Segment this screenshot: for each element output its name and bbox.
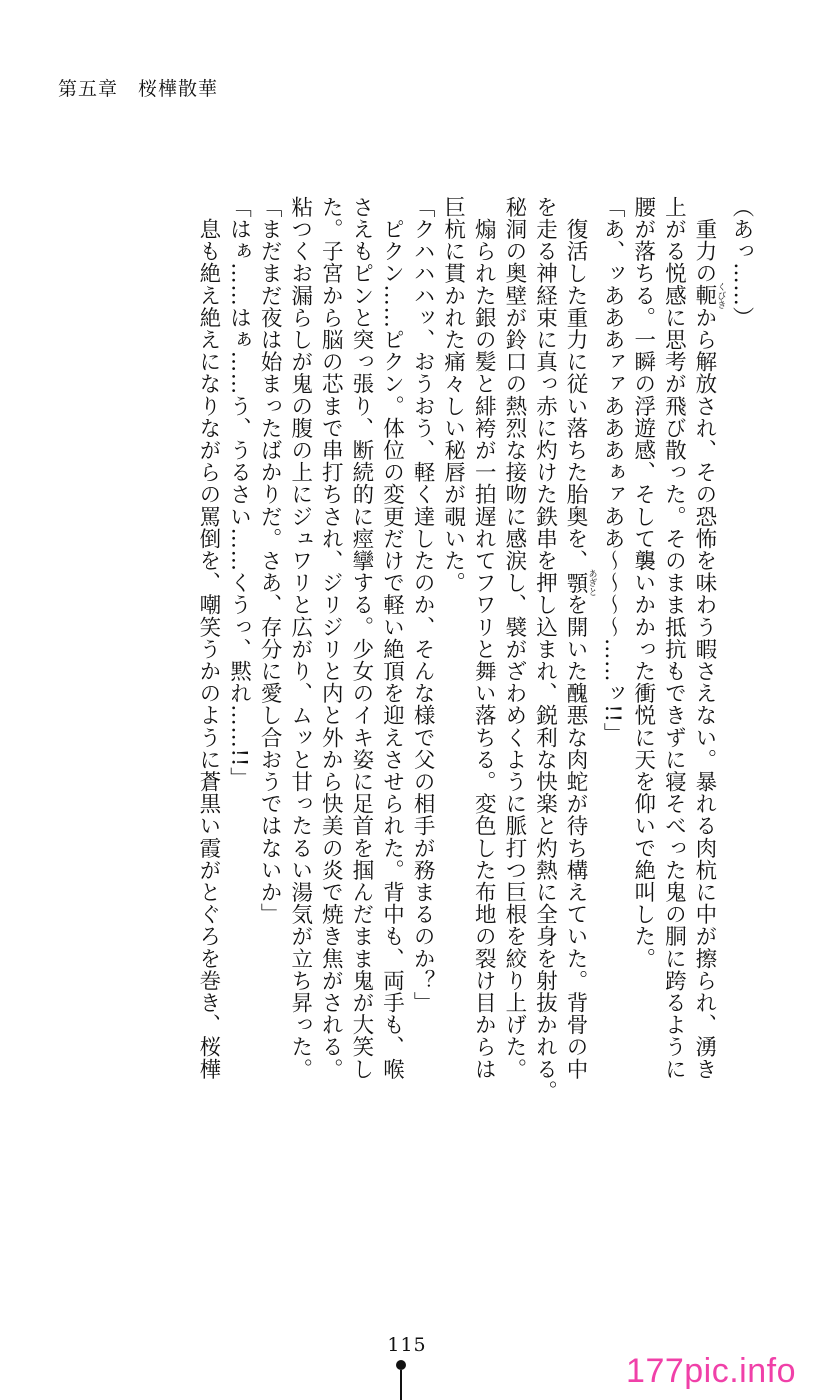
body-text (56, 196, 756, 1136)
text-line: ピクン……ピクン。体位の変更だけで軽い絶頂を迎えさせられた。背中も、両手も、喉 (379, 196, 405, 1080)
text-line: 上がる悦感に思考が飛び散った。そのまま抵抗もできずに寝そべった鬼の胴に跨るように (661, 196, 687, 1080)
text-segment: 重力の (691, 196, 717, 285)
text-line: 「まだまだ夜は始まったばかりだ。さあ、存分に愛し合おうではないか」 (257, 196, 283, 926)
text-line: さえもピンと突っ張り、断続的に痙攣する。少女のイキ姿に足首を掴んだまま鬼が大笑し (348, 196, 374, 1080)
text-line: 「あ、ッあああァァあああぁァああ～～～～……ッ!!」 (600, 196, 626, 745)
ruby-kubiki-reading: くびき (715, 281, 726, 309)
text-line: た。子宮から脳の芯まで串打ちされ、ジリジリと内と外から快美の炎で焼き焦がされる。 (318, 196, 344, 1080)
text-line: 息も絶え絶えになりながらの罵倒を、嘲笑うかのように蒼黒い霞がとぐろを巻き、桜樺 (195, 196, 221, 1080)
text-line: 秘洞の奥壁が鈴口の熱烈な接吻に感涙し、襞がざわめくように脈打つ巨根を絞り上げた。 (501, 196, 527, 1080)
text-line: 巨杭に貫かれた痛々しい秘唇が覗いた。 (440, 196, 466, 594)
text-line: 「クハハハッ、おうおう、軽く達したのか、そんな様で父の相手が務まるのか？」 (410, 196, 436, 1014)
text-line: 煽られた銀の髪と緋袴が一拍遅れてフワリと舞い落ちる。変色した布地の裂け目からは (471, 196, 497, 1080)
text-segment: 復活した重力に従い落ちた胎奥を、 (563, 196, 589, 572)
text-line: 粘つくお漏らしが鬼の腹の上にジュワリと広がり、ムッと甘ったるい湯気が立ち昇った。 (287, 196, 313, 1080)
text-line: 腰が落ちる。一瞬の浮遊感、そして襲いかかった衝悦に天を仰いで絶叫した。 (630, 196, 656, 970)
text-line: 「はぁ……はぁ……う、うるさい……くうっ、黙れ……!!」 (226, 196, 252, 790)
page-number: 115 (387, 1334, 427, 1356)
text-line: （あっ……） (729, 196, 754, 329)
ruby-kubiki: 軛くびき (691, 281, 726, 309)
folio-dot (396, 1360, 406, 1370)
text-segment: を開いた醜悪な肉蛇が待ち構えていた。背骨の中 (563, 593, 589, 1081)
text-line: を走る神経束に真っ赤に灼けた鉄串を押し込まれ、鋭利な快楽と灼熱に全身を射抜かれる。 (532, 196, 558, 1103)
ruby-agito: 顎あぎと (563, 569, 597, 597)
text-line (559, 196, 596, 1136)
watermark: 177pic.info (626, 1352, 796, 1390)
text-segment: から解放され、その恐怖を味わう暇さえない。暴れる肉杭に中が擦られ、湧き (691, 306, 717, 1081)
running-head: 第五章 桜樺散華 (58, 78, 219, 100)
text-line (688, 196, 725, 1136)
folio-line (400, 1370, 402, 1400)
ruby-agito-reading: あぎと (586, 569, 597, 597)
